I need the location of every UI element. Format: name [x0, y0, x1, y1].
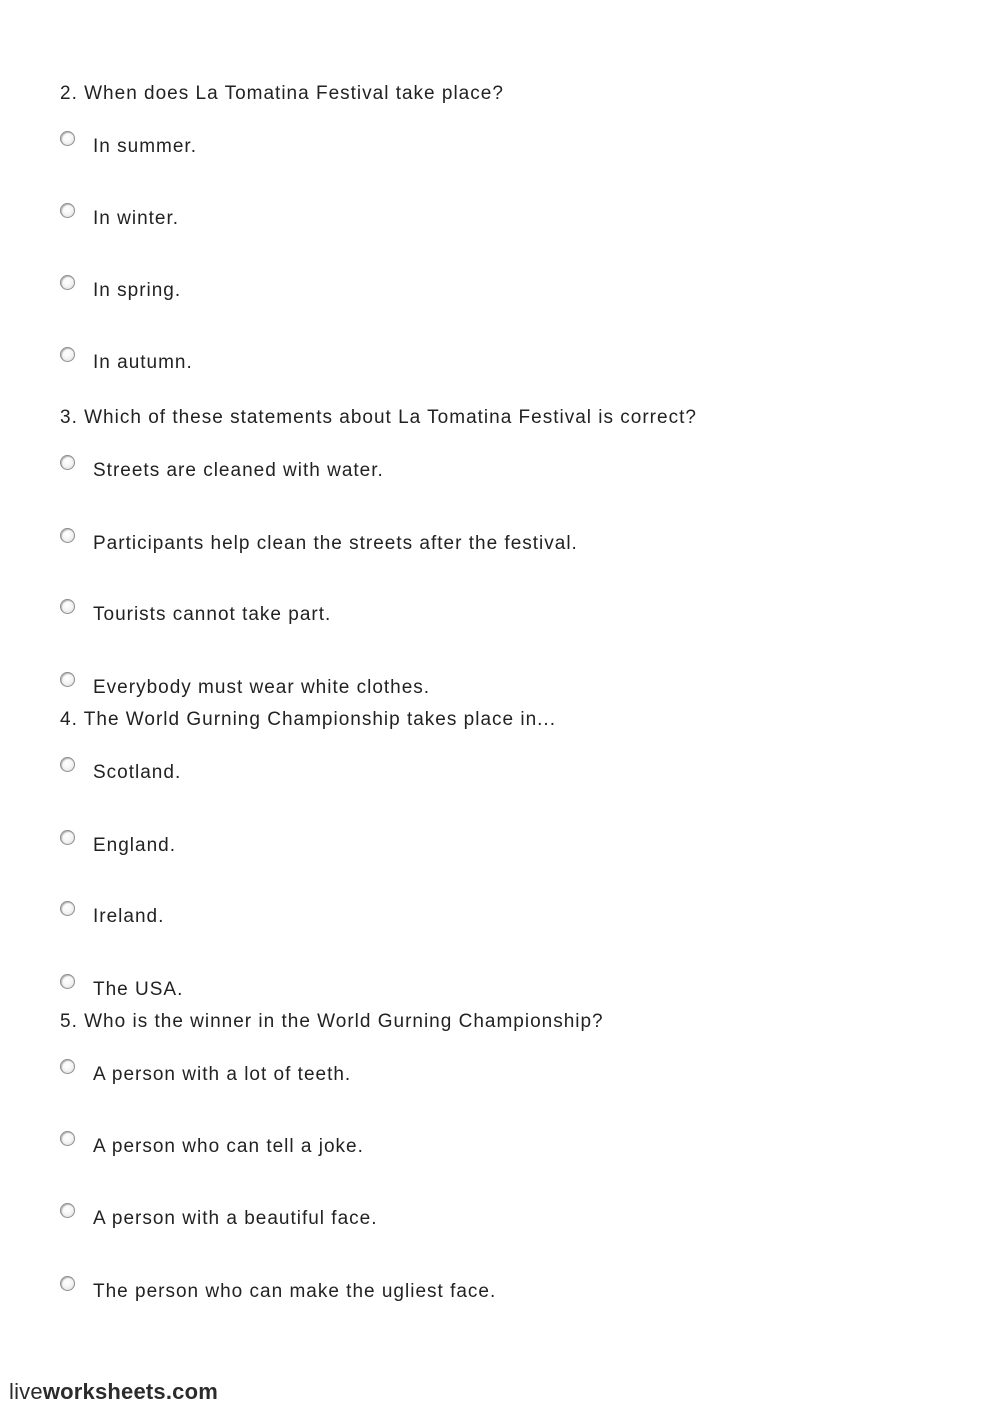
radio-button[interactable] — [60, 757, 75, 772]
q3-option-tourists-cannot[interactable] — [60, 599, 760, 639]
option-label: The USA. — [93, 979, 184, 1000]
q3-option-streets-cleaned[interactable] — [60, 455, 760, 495]
option-label: Ireland. — [93, 906, 165, 927]
question-3-text: 3. Which of these statements about La Tomatina Festival is correct? — [60, 407, 697, 428]
radio-button[interactable] — [60, 275, 75, 290]
brand-bold-text: worksheets.com — [42, 1379, 219, 1404]
radio-button[interactable] — [60, 203, 75, 218]
q3-option-white-clothes[interactable] — [60, 672, 760, 712]
option-label: A person with a beautiful face. — [93, 1208, 378, 1229]
q2-option-spring[interactable] — [60, 275, 760, 315]
radio-button[interactable] — [60, 1059, 75, 1074]
radio-button[interactable] — [60, 131, 75, 146]
radio-button[interactable] — [60, 528, 75, 543]
question-5-text: 5. Who is the winner in the World Gurning Championship? — [60, 1011, 604, 1032]
brand-light-text: live — [9, 1379, 43, 1404]
q4-option-england[interactable] — [60, 830, 760, 870]
radio-button[interactable] — [60, 1131, 75, 1146]
radio-button[interactable] — [60, 1203, 75, 1218]
q3-option-participants-help[interactable] — [60, 528, 760, 568]
option-label: In spring. — [93, 280, 182, 301]
option-label: Tourists cannot take part. — [93, 604, 332, 625]
liveworksheets-logo — [9, 1378, 218, 1406]
radio-button[interactable] — [60, 455, 75, 470]
radio-button[interactable] — [60, 1276, 75, 1291]
question-2-text: 2. When does La Tomatina Festival take place? — [60, 83, 504, 104]
q2-option-summer[interactable] — [60, 131, 760, 171]
q2-option-autumn[interactable] — [60, 347, 760, 387]
option-label: England. — [93, 835, 177, 856]
option-label: In autumn. — [93, 352, 193, 373]
radio-button[interactable] — [60, 974, 75, 989]
q4-option-scotland[interactable] — [60, 757, 760, 797]
radio-button[interactable] — [60, 901, 75, 916]
option-label: A person with a lot of teeth. — [93, 1064, 352, 1085]
radio-button[interactable] — [60, 347, 75, 362]
q5-option-beautiful-face[interactable] — [60, 1203, 760, 1243]
radio-button[interactable] — [60, 830, 75, 845]
q2-option-winter[interactable] — [60, 203, 760, 243]
option-label: Scotland. — [93, 762, 182, 783]
option-label: A person who can tell a joke. — [93, 1136, 364, 1157]
q4-option-ireland[interactable] — [60, 901, 760, 941]
option-label: Participants help clean the streets after the festival. — [93, 533, 578, 554]
radio-button[interactable] — [60, 599, 75, 614]
option-label: Streets are cleaned with water. — [93, 460, 384, 481]
question-4-text: 4. The World Gurning Championship takes place in... — [60, 709, 556, 730]
q5-option-lot-of-teeth[interactable] — [60, 1059, 760, 1099]
q5-option-ugliest-face[interactable] — [60, 1276, 760, 1316]
option-label: In summer. — [93, 136, 197, 157]
radio-button[interactable] — [60, 672, 75, 687]
q4-option-usa[interactable] — [60, 974, 760, 1014]
option-label: In winter. — [93, 208, 180, 229]
q5-option-tell-joke[interactable] — [60, 1131, 760, 1171]
option-label: Everybody must wear white clothes. — [93, 677, 431, 698]
option-label: The person who can make the ugliest face. — [93, 1281, 497, 1302]
